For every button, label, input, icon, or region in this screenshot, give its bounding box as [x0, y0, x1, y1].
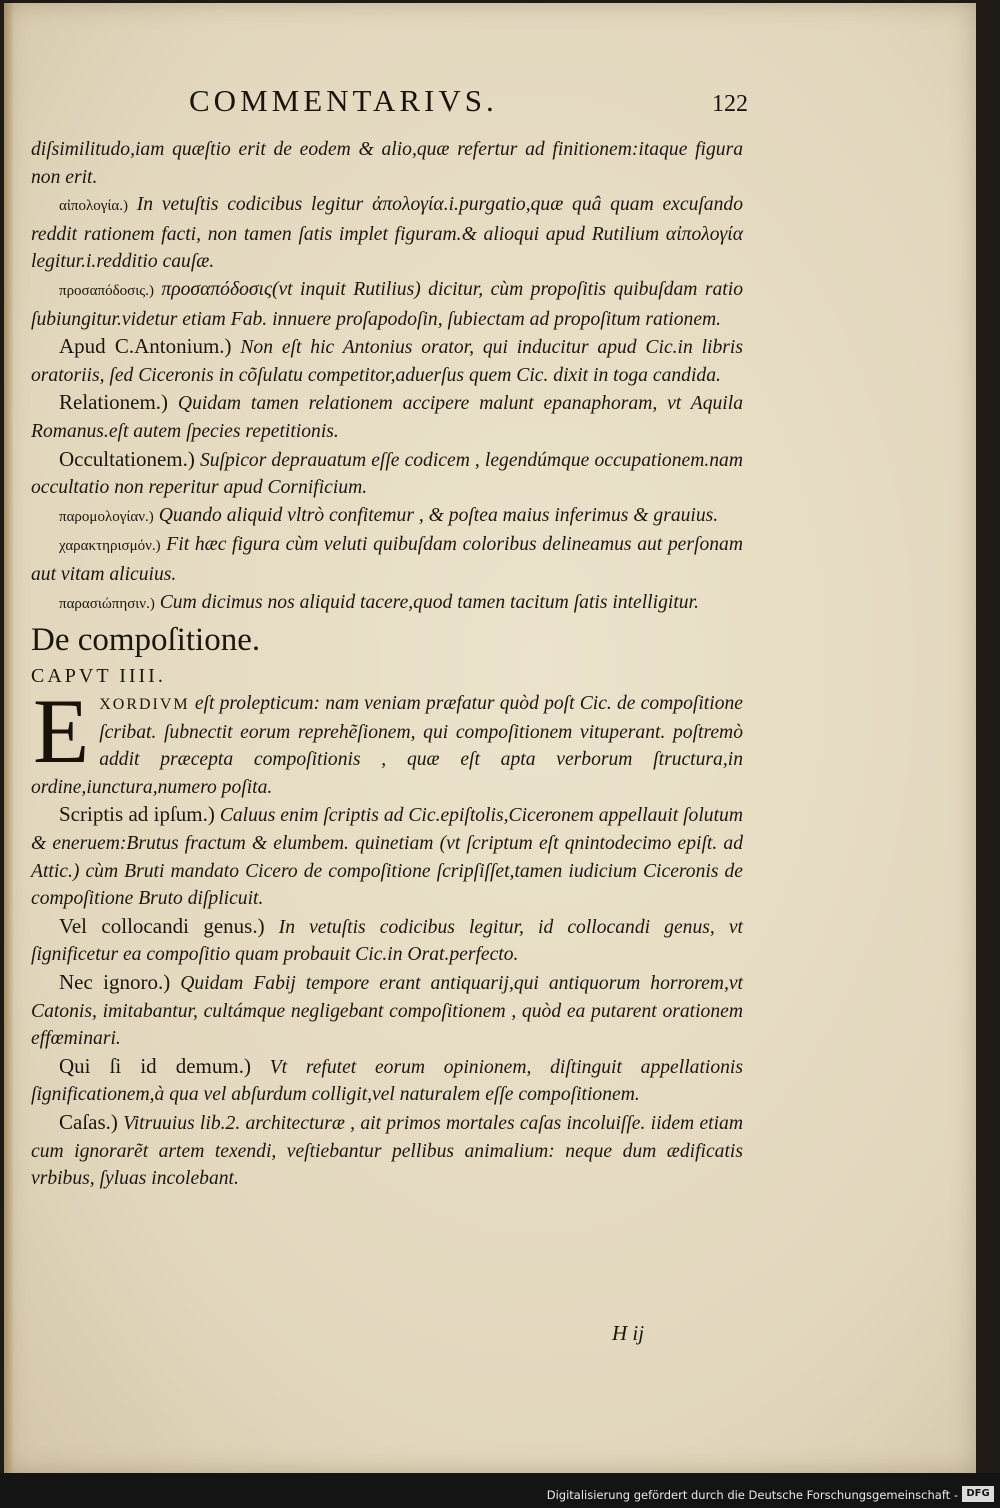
chapter-heading: CAPVT IIII. — [31, 665, 166, 688]
lemma: Occultationem.) — [59, 446, 195, 471]
running-title: COMMENTARIVS. — [189, 83, 498, 118]
lemma: Vel collocandi genus.) — [59, 913, 265, 938]
paragraph-text: diſsimilitudo,iam quæſtio erit de eodem & alio,quæ refertur ad finitionem:itaque figura non erit. — [31, 139, 743, 188]
greek-lemma: αἰπολογία.) — [59, 198, 129, 215]
book-page — [4, 3, 976, 1473]
page-number: 122 — [712, 91, 748, 117]
paragraph-text: Suſpicor deprauatum eſſe codicem , legendúmque occupationem.nam occultatio non reperitur apud Cornificium. — [31, 449, 743, 499]
greek-lemma: παρασιώπησιν.) — [59, 595, 155, 612]
greek-lemma: παρομολογίαν.) — [59, 508, 154, 525]
text-block — [31, 136, 743, 1193]
footer-bar — [0, 1473, 1000, 1508]
paragraph-text: In vetuſtis codicibus legitur, id collocandi genus, vt ſignificetur ea compoſitio quam probauit Cic.in Orat.perfecto. — [31, 916, 743, 966]
lemma: Nec ignoro.) — [59, 970, 171, 995]
paragraph — [31, 502, 743, 532]
running-head — [4, 83, 976, 125]
paragraph — [31, 191, 743, 276]
section-heading: De compoſitione. — [31, 622, 261, 659]
paragraph — [31, 1053, 743, 1109]
greek-lemma: προσαπόδοσις.) — [59, 282, 154, 299]
page-edge-shadow — [4, 3, 14, 1473]
paragraph — [31, 446, 743, 502]
paragraph-text: Quidam tamen relationem accipere malunt epanaphoram, vt Aquila Romanus.eſt autem ſpecies repetitionis. — [31, 393, 743, 442]
paragraph — [31, 913, 743, 969]
paragraph-text: Vitruuius lib.2. architecturæ , ait primos mortales caſas incoluiſſe. iidem etiam cum ignorarẽt artem texendi, veſtiebantur pellibus animalium: neque dum ædificatis vrbibus, ſyluas incolebant. — [31, 1113, 743, 1190]
paragraph — [31, 801, 743, 912]
signature-mark: H ij — [612, 1321, 645, 1345]
paragraph — [31, 1109, 743, 1193]
paragraph-text: Caluus enim ſcriptis ad Cic.epiſtolis,Ciceronem appellauit ſolutum & eneruem:Brutus fractum & elumbem. quinetiam (vt ſcriptum eſt qnintodecimo epiſt. ad Attic.) cùm Bruti mandato Cicero de compoſitione ſcripſiſſet,tamen iudicium Ciceronis de compoſitione Bruto diſplicuit. — [31, 805, 743, 910]
greek-lemma: χαρακτηρισμόν.) — [59, 538, 161, 555]
paragraph-text: Vt refutet eorum opinionem, diſtinguit appellationis ſignificationem,à qua vel abſurdum colligit,vel naturalem eſſe compoſitionem. — [31, 1056, 743, 1106]
paragraph — [31, 389, 743, 445]
paragraph-text: Non eſt hic Antonius orator, qui inducitur apud Cic.in libris oratoriis, ſed Ciceronis in cõſulatu competitor,aduerſus quem Cic. dixit in toga candida. — [31, 337, 743, 386]
paragraph — [31, 136, 743, 191]
lemma: Scriptis ad ipſum.) — [59, 802, 215, 827]
paragraph-text: Cum dicimus nos aliquid tacere,quod tamen tacitum ſatis intelligitur. — [154, 591, 699, 613]
paragraph — [31, 333, 743, 389]
footer-credit: Digitalisierung gefördert durch die Deutsche Forschungsgemeinschaft - — [546, 1488, 958, 1502]
paragraph — [31, 589, 743, 619]
paragraph-text: Quando aliquid vltrò confitemur , & poſtea maius inferimus & grauius. — [153, 504, 719, 526]
lemma: Relationem.) — [59, 390, 169, 415]
smallcaps-word: XORDIVM — [99, 696, 190, 714]
paragraph-text: eſt prolepticum: nam veniam præfatur quòd poſt Cic. de compoſitione ſcribat. ſubnectit eorum reprehẽſionem, qui compoſitionem vituperant. poſtremò addit præcepta compoſitionis , quæ eſt apta verborum ſtructura,in ordine,iunctura,numero poſita. — [31, 693, 743, 798]
paragraph-text: Quidam Fabij tempore erant antiquarij,qui antiquorum horrorem,vt Catonis, imitabantur, cultámque negligebant compoſitionem , quòd ea putarent orationem effœminari. — [31, 973, 743, 1050]
lemma: Caſas.) — [59, 1110, 118, 1134]
paragraph-text: προσαπόδοσις(vt inquit Rutilius) dicitur, cùm propoſitis quibuſdam ratio ſubiungitur.videtur etiam Fab. innuere proſapodoſin, ſubiectam ad propoſitum rationem. — [31, 278, 743, 330]
lemma: Apud C.Antonium.) — [59, 334, 232, 359]
paragraph-text: Fit hæc figura cùm veluti quibuſdam coloribus delineamus aut perſonam aut vitam alicuius. — [31, 534, 743, 585]
paragraph — [31, 531, 743, 588]
paragraph — [31, 969, 743, 1053]
dfg-logo: DFG — [962, 1486, 994, 1502]
paragraph — [31, 276, 743, 333]
exordium-paragraph — [31, 680, 743, 801]
drop-cap: E — [33, 680, 90, 783]
paragraph-text: In vetuſtis codicibus legitur ἀπολογία.i.purgatio,quæ quâ quam excuſando reddit rationem facti, non tamen ſatis implet figuram.& alioqui apud Rutilium αἰπολογία legitur.i.redditio cauſæ. — [31, 194, 743, 273]
lemma: Qui ſi id demum.) — [59, 1053, 251, 1078]
